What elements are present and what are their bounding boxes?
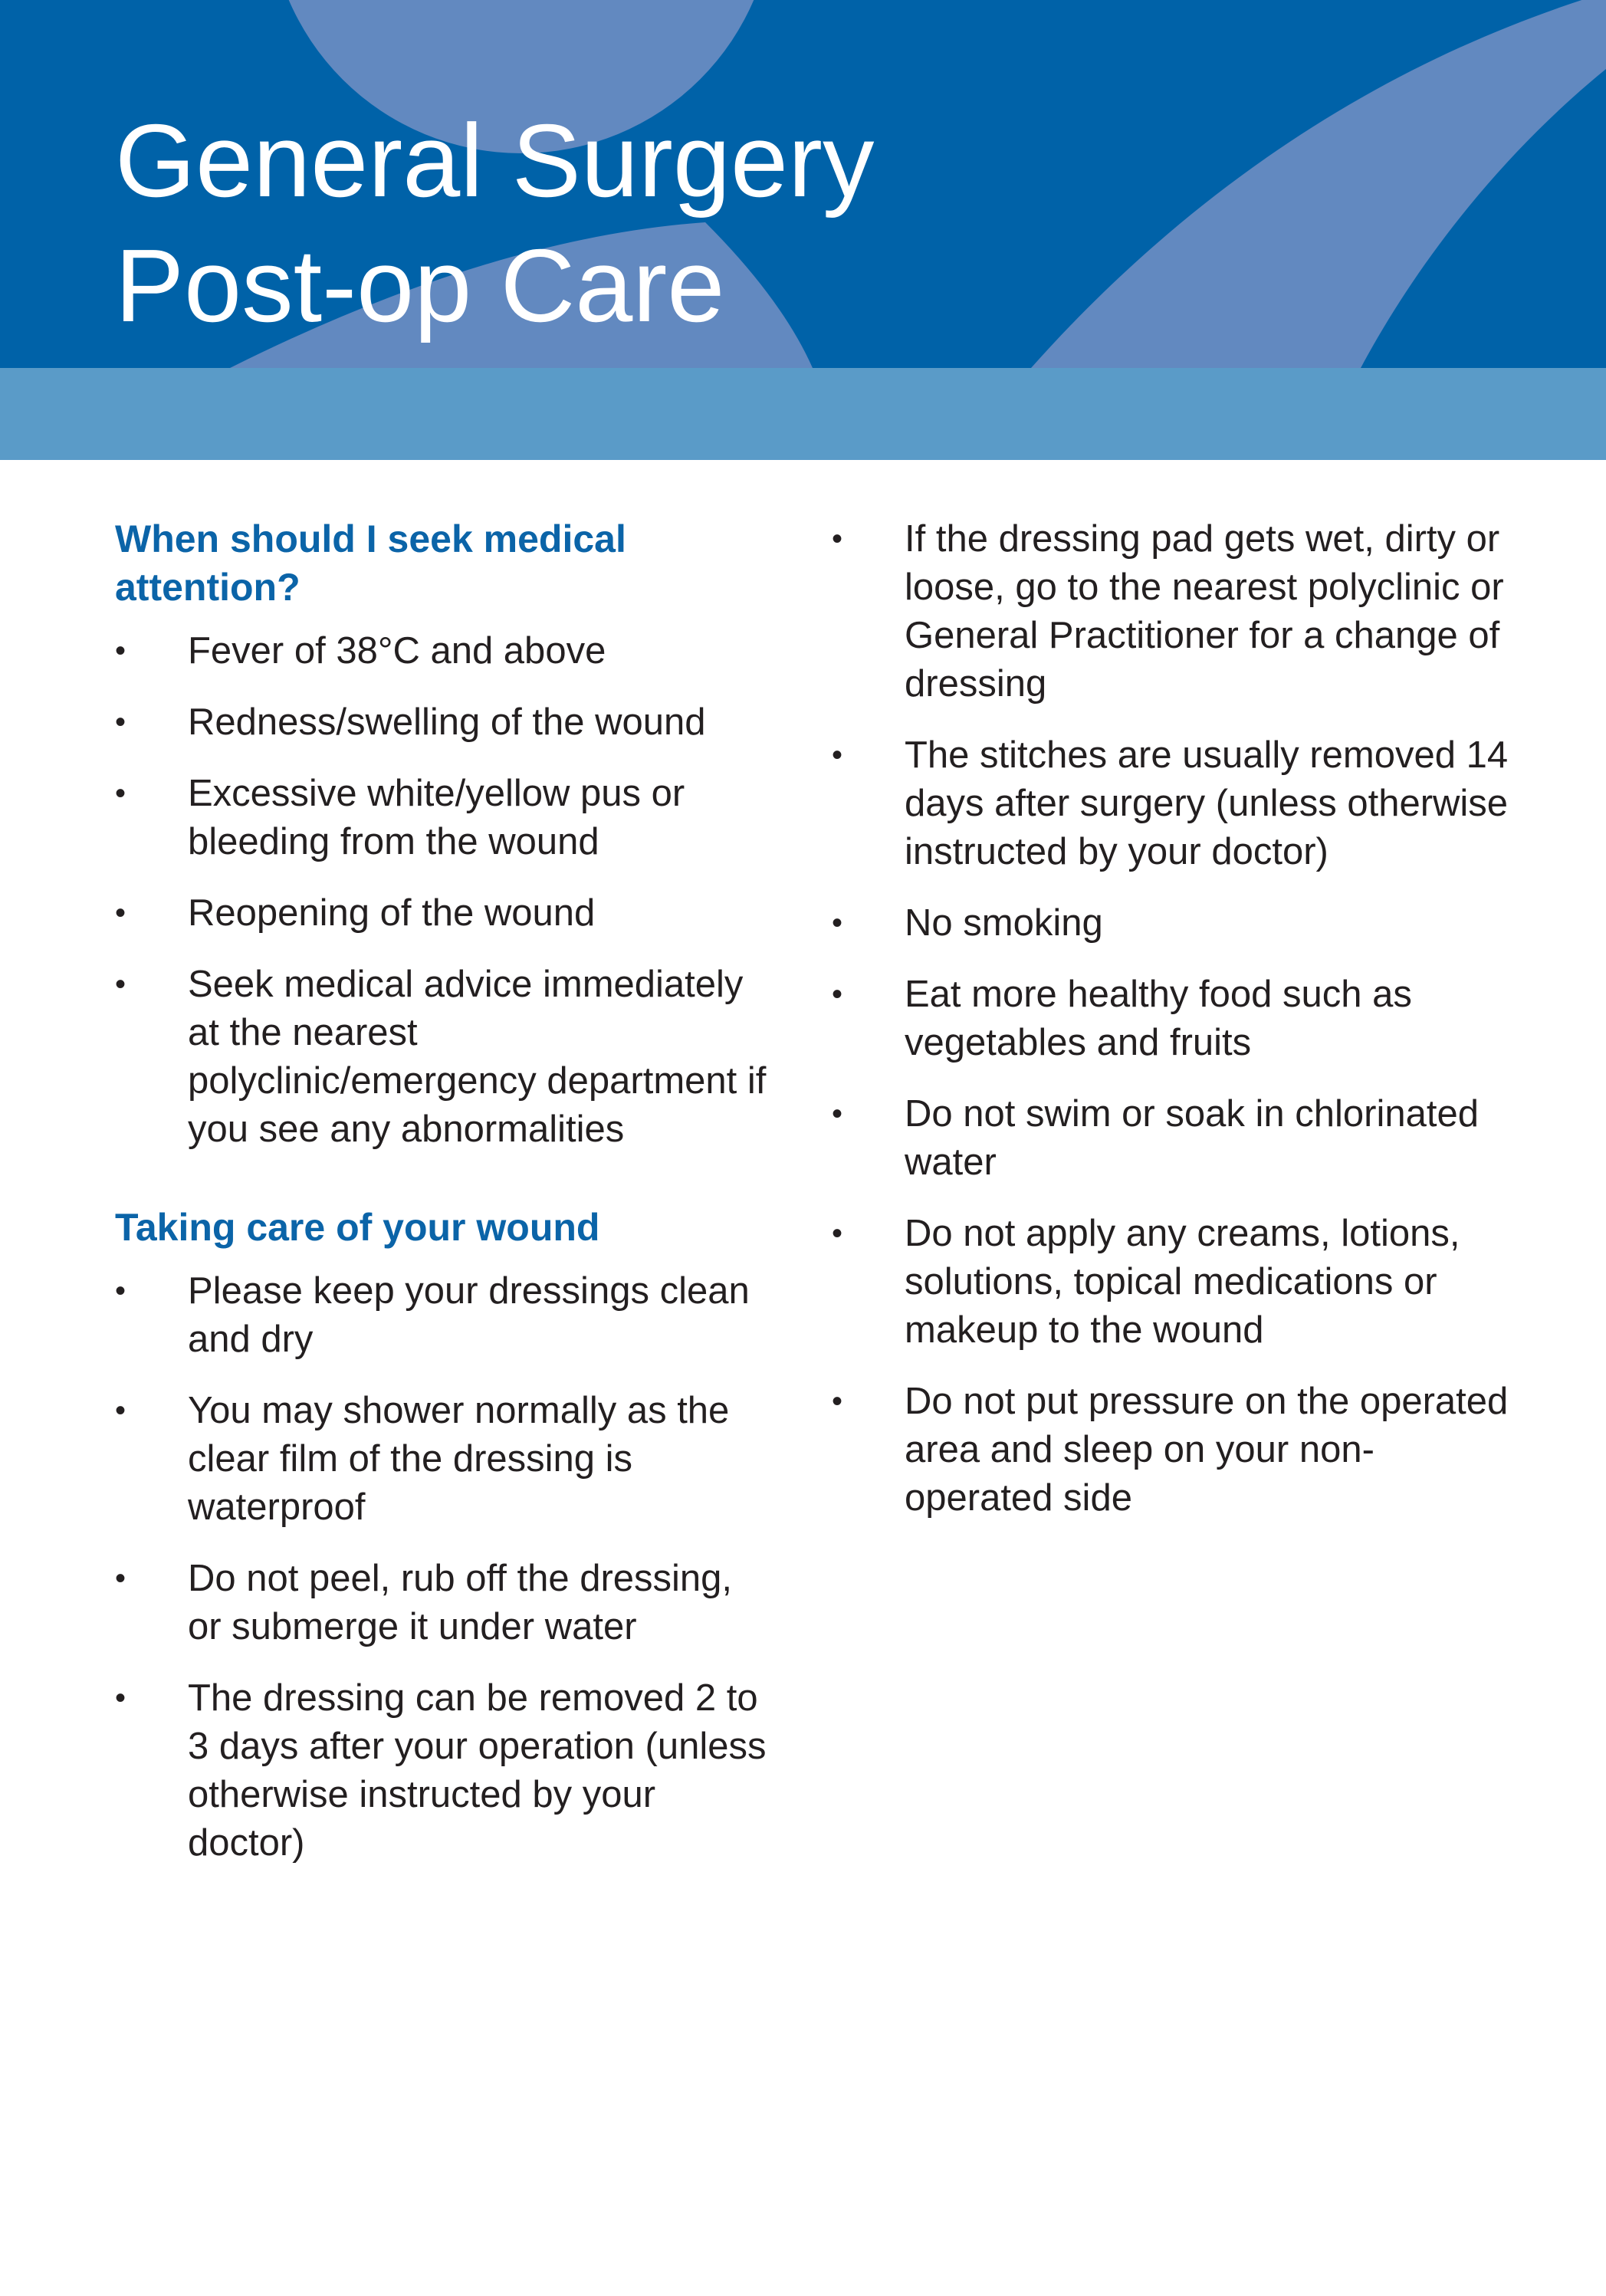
bullet-icon: • — [115, 1562, 126, 1595]
list-item — [832, 515, 1522, 708]
wound-care-list-right — [832, 515, 1522, 1522]
list-item-text: You may shower normally as the clear film of the dressing is waterproof — [188, 1390, 730, 1528]
list-item-text: Please keep your dressings clean and dry — [188, 1270, 750, 1360]
bullet-icon: • — [832, 522, 843, 556]
list-item-text: The stitches are usually removed 14 days after surgery (unless otherwise instructed by your doctor) — [905, 734, 1509, 872]
header-banner — [0, 0, 1606, 368]
list-item — [115, 698, 774, 747]
list-item — [115, 961, 774, 1154]
list-item — [832, 971, 1522, 1067]
right-column — [832, 515, 1522, 1545]
list-item — [832, 1210, 1522, 1355]
list-item-text: Do not apply any creams, lotions, solutions, topical medications or makeup to the wound — [905, 1213, 1460, 1351]
bullet-icon: • — [832, 1384, 843, 1418]
list-item — [115, 889, 774, 938]
header-decor-swoosh-right — [1031, 0, 1606, 368]
list-item — [115, 1555, 774, 1651]
list-item — [832, 1378, 1522, 1522]
list-item-text: Fever of 38°C and above — [188, 630, 606, 672]
bullet-icon: • — [832, 1097, 843, 1131]
list-item — [115, 1387, 774, 1532]
list-item-text: Redness/swelling of the wound — [188, 701, 706, 743]
list-item-text: No smoking — [905, 902, 1103, 944]
bullet-icon: • — [115, 777, 126, 810]
bullet-icon: • — [832, 738, 843, 772]
section-heading-seek-attention: When should I seek medical attention? — [115, 517, 626, 609]
bullet-icon: • — [832, 1217, 843, 1250]
list-item — [115, 1267, 774, 1364]
list-item-text: Do not swim or soak in chlorinated water — [905, 1093, 1479, 1183]
page-title-line-1: General Surgery — [115, 103, 875, 218]
page-title — [115, 98, 874, 348]
list-item — [115, 770, 774, 866]
bullet-icon: • — [832, 977, 843, 1011]
list-item-text: Seek medical advice immediately at the nearest polyclinic/emergency department if you see any abnormalities — [188, 964, 767, 1150]
list-item — [115, 627, 774, 675]
header-band — [0, 368, 1606, 460]
list-item-text: If the dressing pad gets wet, dirty or loose, go to the nearest polyclinic or General Practitioner for a change of dressing — [905, 518, 1504, 705]
list-item — [832, 731, 1522, 876]
page-title-line-2: Post-op Care — [115, 228, 725, 343]
left-column — [115, 515, 774, 1890]
list-item — [115, 1674, 774, 1867]
bullet-icon: • — [115, 1681, 126, 1715]
list-item-text: Do not peel, rub off the dressing, or submerge it under water — [188, 1558, 733, 1647]
section-heading-wound-care: Taking care of your wound — [115, 1206, 600, 1249]
bullet-icon: • — [115, 1274, 126, 1308]
list-item-text: Eat more healthy food such as vegetables and fruits — [905, 974, 1412, 1063]
list-item — [832, 899, 1522, 948]
bullet-icon: • — [115, 896, 126, 930]
list-item-text: The dressing can be removed 2 to 3 days after your operation (unless otherwise instructed by your doctor) — [188, 1677, 767, 1864]
bullet-icon: • — [115, 1394, 126, 1427]
wound-care-list-left — [115, 1267, 774, 1867]
bullet-icon: • — [115, 705, 126, 739]
list-item-text: Excessive white/yellow pus or bleeding from the wound — [188, 773, 685, 862]
list-item-text: Reopening of the wound — [188, 892, 596, 934]
list-item-text: Do not put pressure on the operated area and sleep on your non-operated side — [905, 1381, 1509, 1519]
bullet-icon: • — [115, 634, 126, 668]
seek-attention-list — [115, 627, 774, 1154]
bullet-icon: • — [832, 906, 843, 940]
bullet-icon: • — [115, 967, 126, 1001]
list-item — [832, 1090, 1522, 1187]
